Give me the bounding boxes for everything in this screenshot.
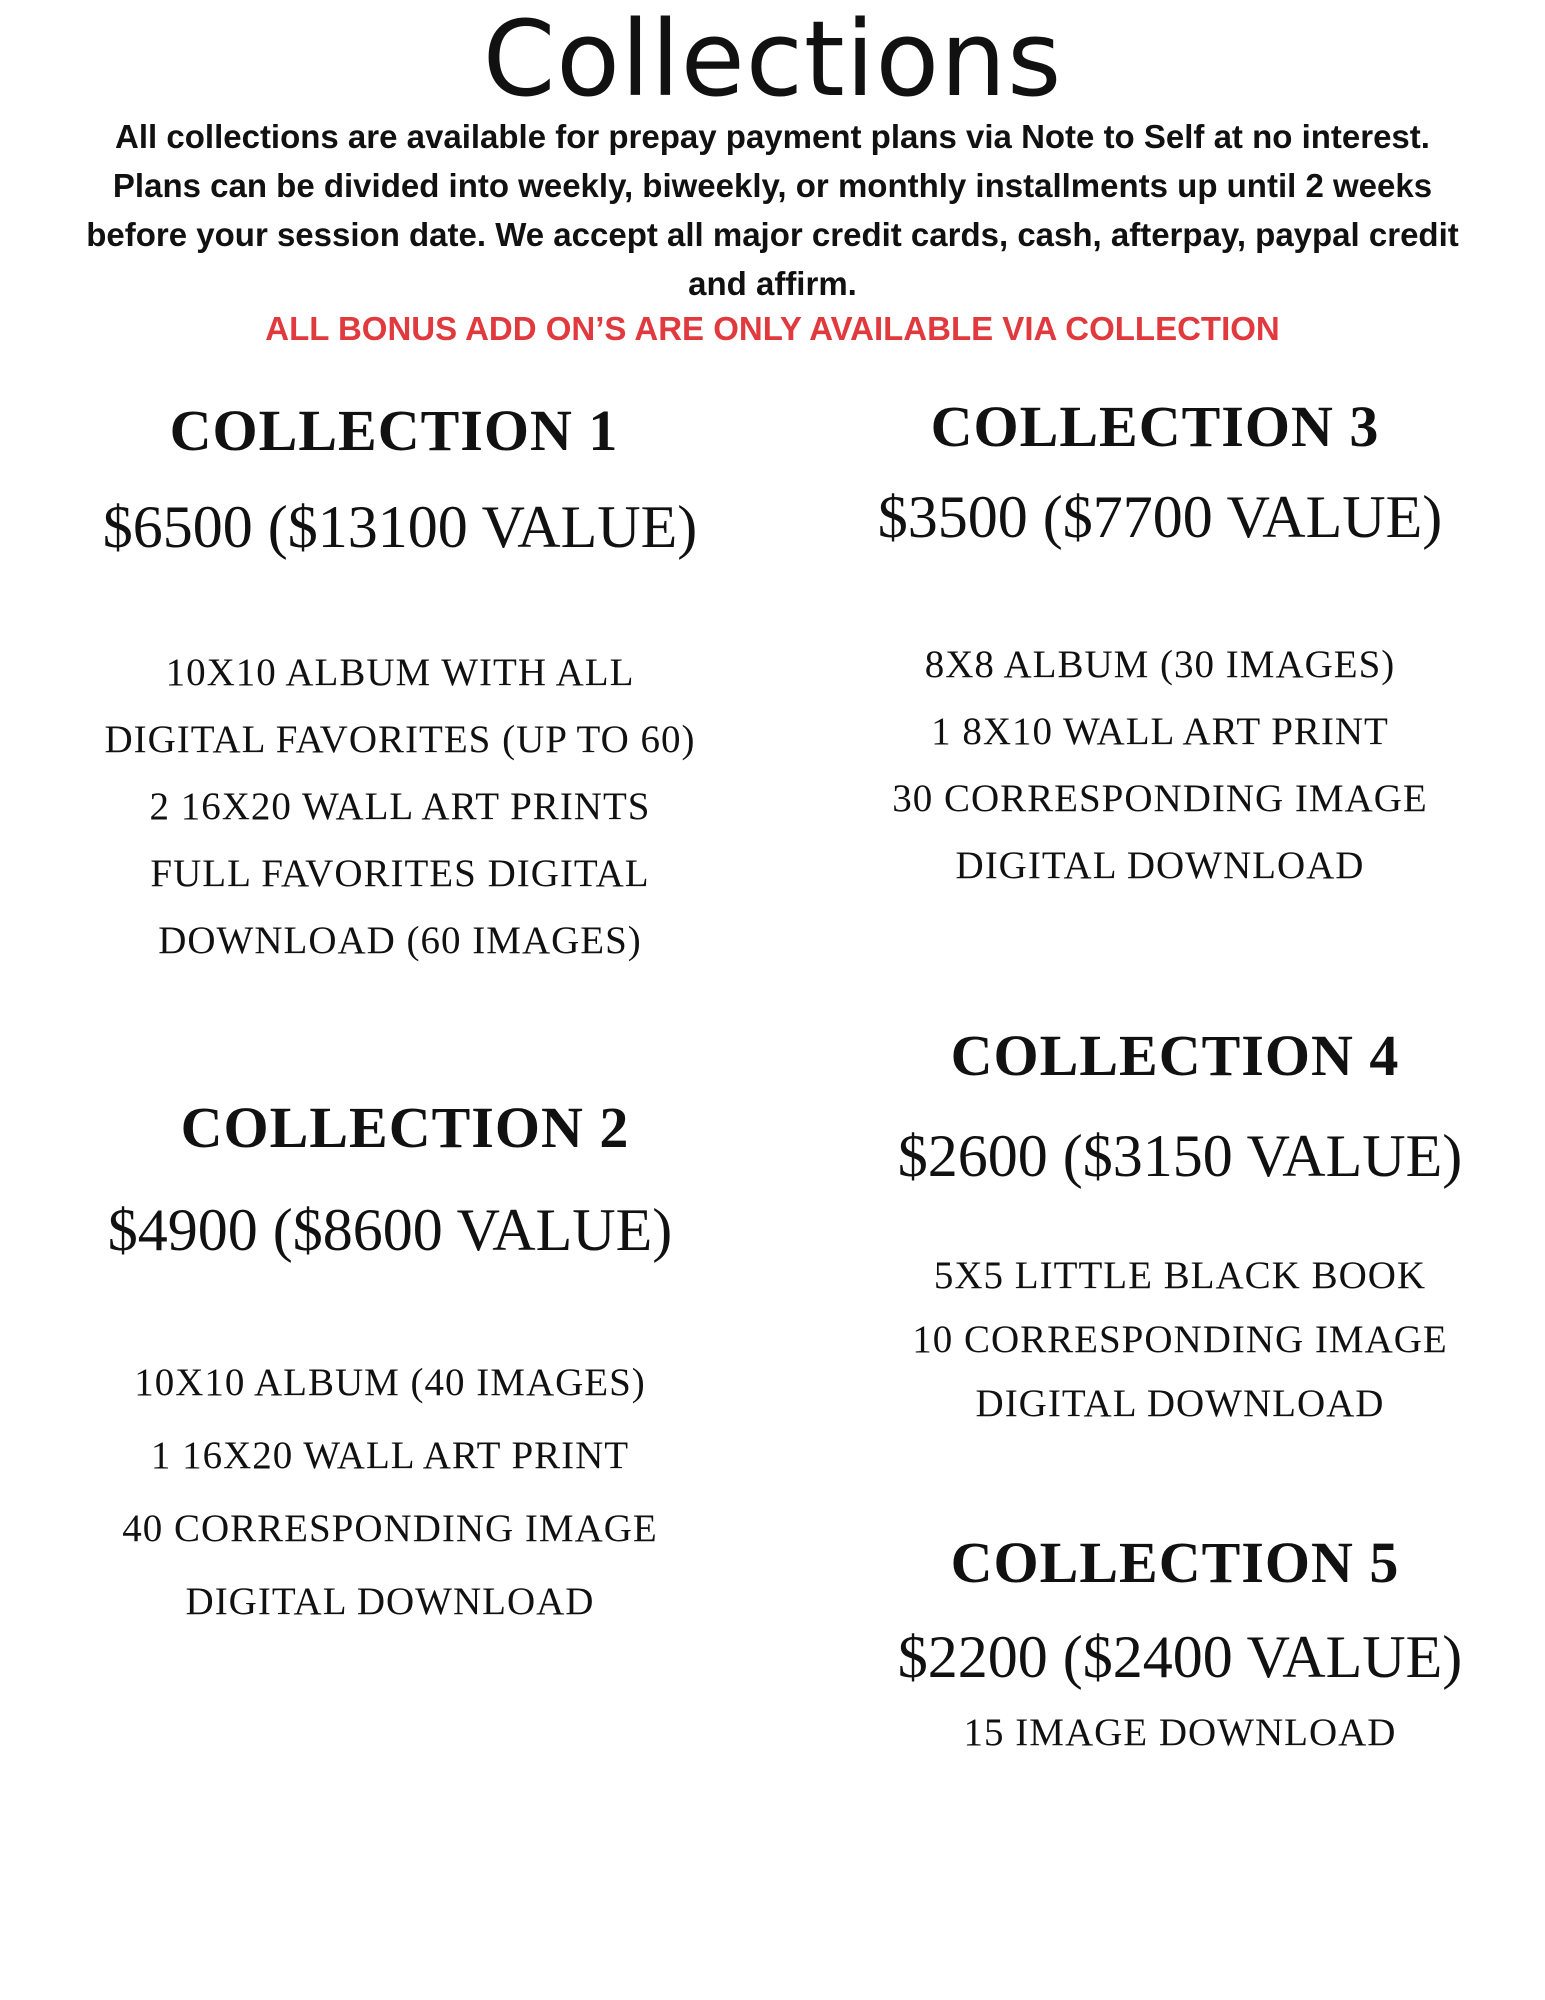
collection-item: DIGITAL FAVORITES (UP TO 60) xyxy=(104,718,696,761)
collection-item: DIGITAL DOWNLOAD xyxy=(955,844,1365,887)
collection-price: $2600 ($3150 VALUE) xyxy=(897,1123,1463,1189)
collection-name: COLLECTION 3 xyxy=(930,394,1380,459)
collection-item: 10X10 ALBUM WITH ALL xyxy=(165,651,635,694)
collection-item: 10X10 ALBUM (40 IMAGES) xyxy=(134,1361,646,1404)
page-title: Collections xyxy=(482,0,1063,120)
collection-price: $4900 ($8600 VALUE) xyxy=(107,1197,673,1263)
collection-item: 15 IMAGE DOWNLOAD xyxy=(963,1711,1397,1754)
collection-3 xyxy=(800,391,1520,899)
collection-items xyxy=(30,1346,750,1638)
collection-price: $3500 ($7700 VALUE) xyxy=(877,484,1443,550)
collection-item: DIGITAL DOWNLOAD xyxy=(975,1382,1385,1425)
collection-price: $6500 ($13100 VALUE) xyxy=(102,494,698,560)
collection-item: 10 CORRESPONDING IMAGE xyxy=(912,1318,1448,1361)
collection-items xyxy=(820,1244,1540,1436)
payment-plan-intro xyxy=(0,112,1545,308)
intro-line: All collections are available for prepay payment plans via Note to Self at no interest. xyxy=(115,118,1430,155)
collection-item: 40 CORRESPONDING IMAGE xyxy=(122,1507,658,1550)
collection-items xyxy=(800,631,1520,899)
collection-name: COLLECTION 1 xyxy=(169,398,619,463)
collection-item: 30 CORRESPONDING IMAGE xyxy=(892,777,1428,820)
collection-2 xyxy=(30,1092,750,1638)
collection-price: $2200 ($2400 VALUE) xyxy=(897,1624,1463,1690)
collection-item: 5X5 LITTLE BLACK BOOK xyxy=(933,1254,1427,1297)
intro-line: Plans can be divided into weekly, biweekly, or monthly installments up until 2 weeks xyxy=(112,167,1433,204)
collection-item: DIGITAL DOWNLOAD xyxy=(185,1580,595,1623)
collection-name: COLLECTION 4 xyxy=(950,1023,1400,1088)
collection-4 xyxy=(820,1020,1540,1436)
collection-name: COLLECTION 2 xyxy=(180,1095,630,1160)
collection-items xyxy=(820,1699,1540,1766)
collection-1 xyxy=(40,395,760,974)
intro-line: and affirm. xyxy=(688,265,857,302)
collection-item: 8X8 ALBUM (30 IMAGES) xyxy=(924,643,1396,686)
collection-item: 1 8X10 WALL ART PRINT xyxy=(931,710,1389,753)
collection-item: FULL FAVORITES DIGITAL xyxy=(150,852,650,895)
bonus-notice: ALL BONUS ADD ON’S ARE ONLY AVAILABLE VIA COLLECTION xyxy=(265,310,1280,347)
collection-name: COLLECTION 5 xyxy=(950,1530,1400,1595)
collection-items xyxy=(40,639,760,974)
collection-item: 2 16X20 WALL ART PRINTS xyxy=(149,785,651,828)
intro-line: before your session date. We accept all major credit cards, cash, afterpay, paypal credit xyxy=(86,216,1459,253)
collection-5 xyxy=(820,1527,1540,1766)
collection-item: DOWNLOAD (60 IMAGES) xyxy=(158,919,642,962)
collection-item: 1 16X20 WALL ART PRINT xyxy=(150,1434,630,1477)
